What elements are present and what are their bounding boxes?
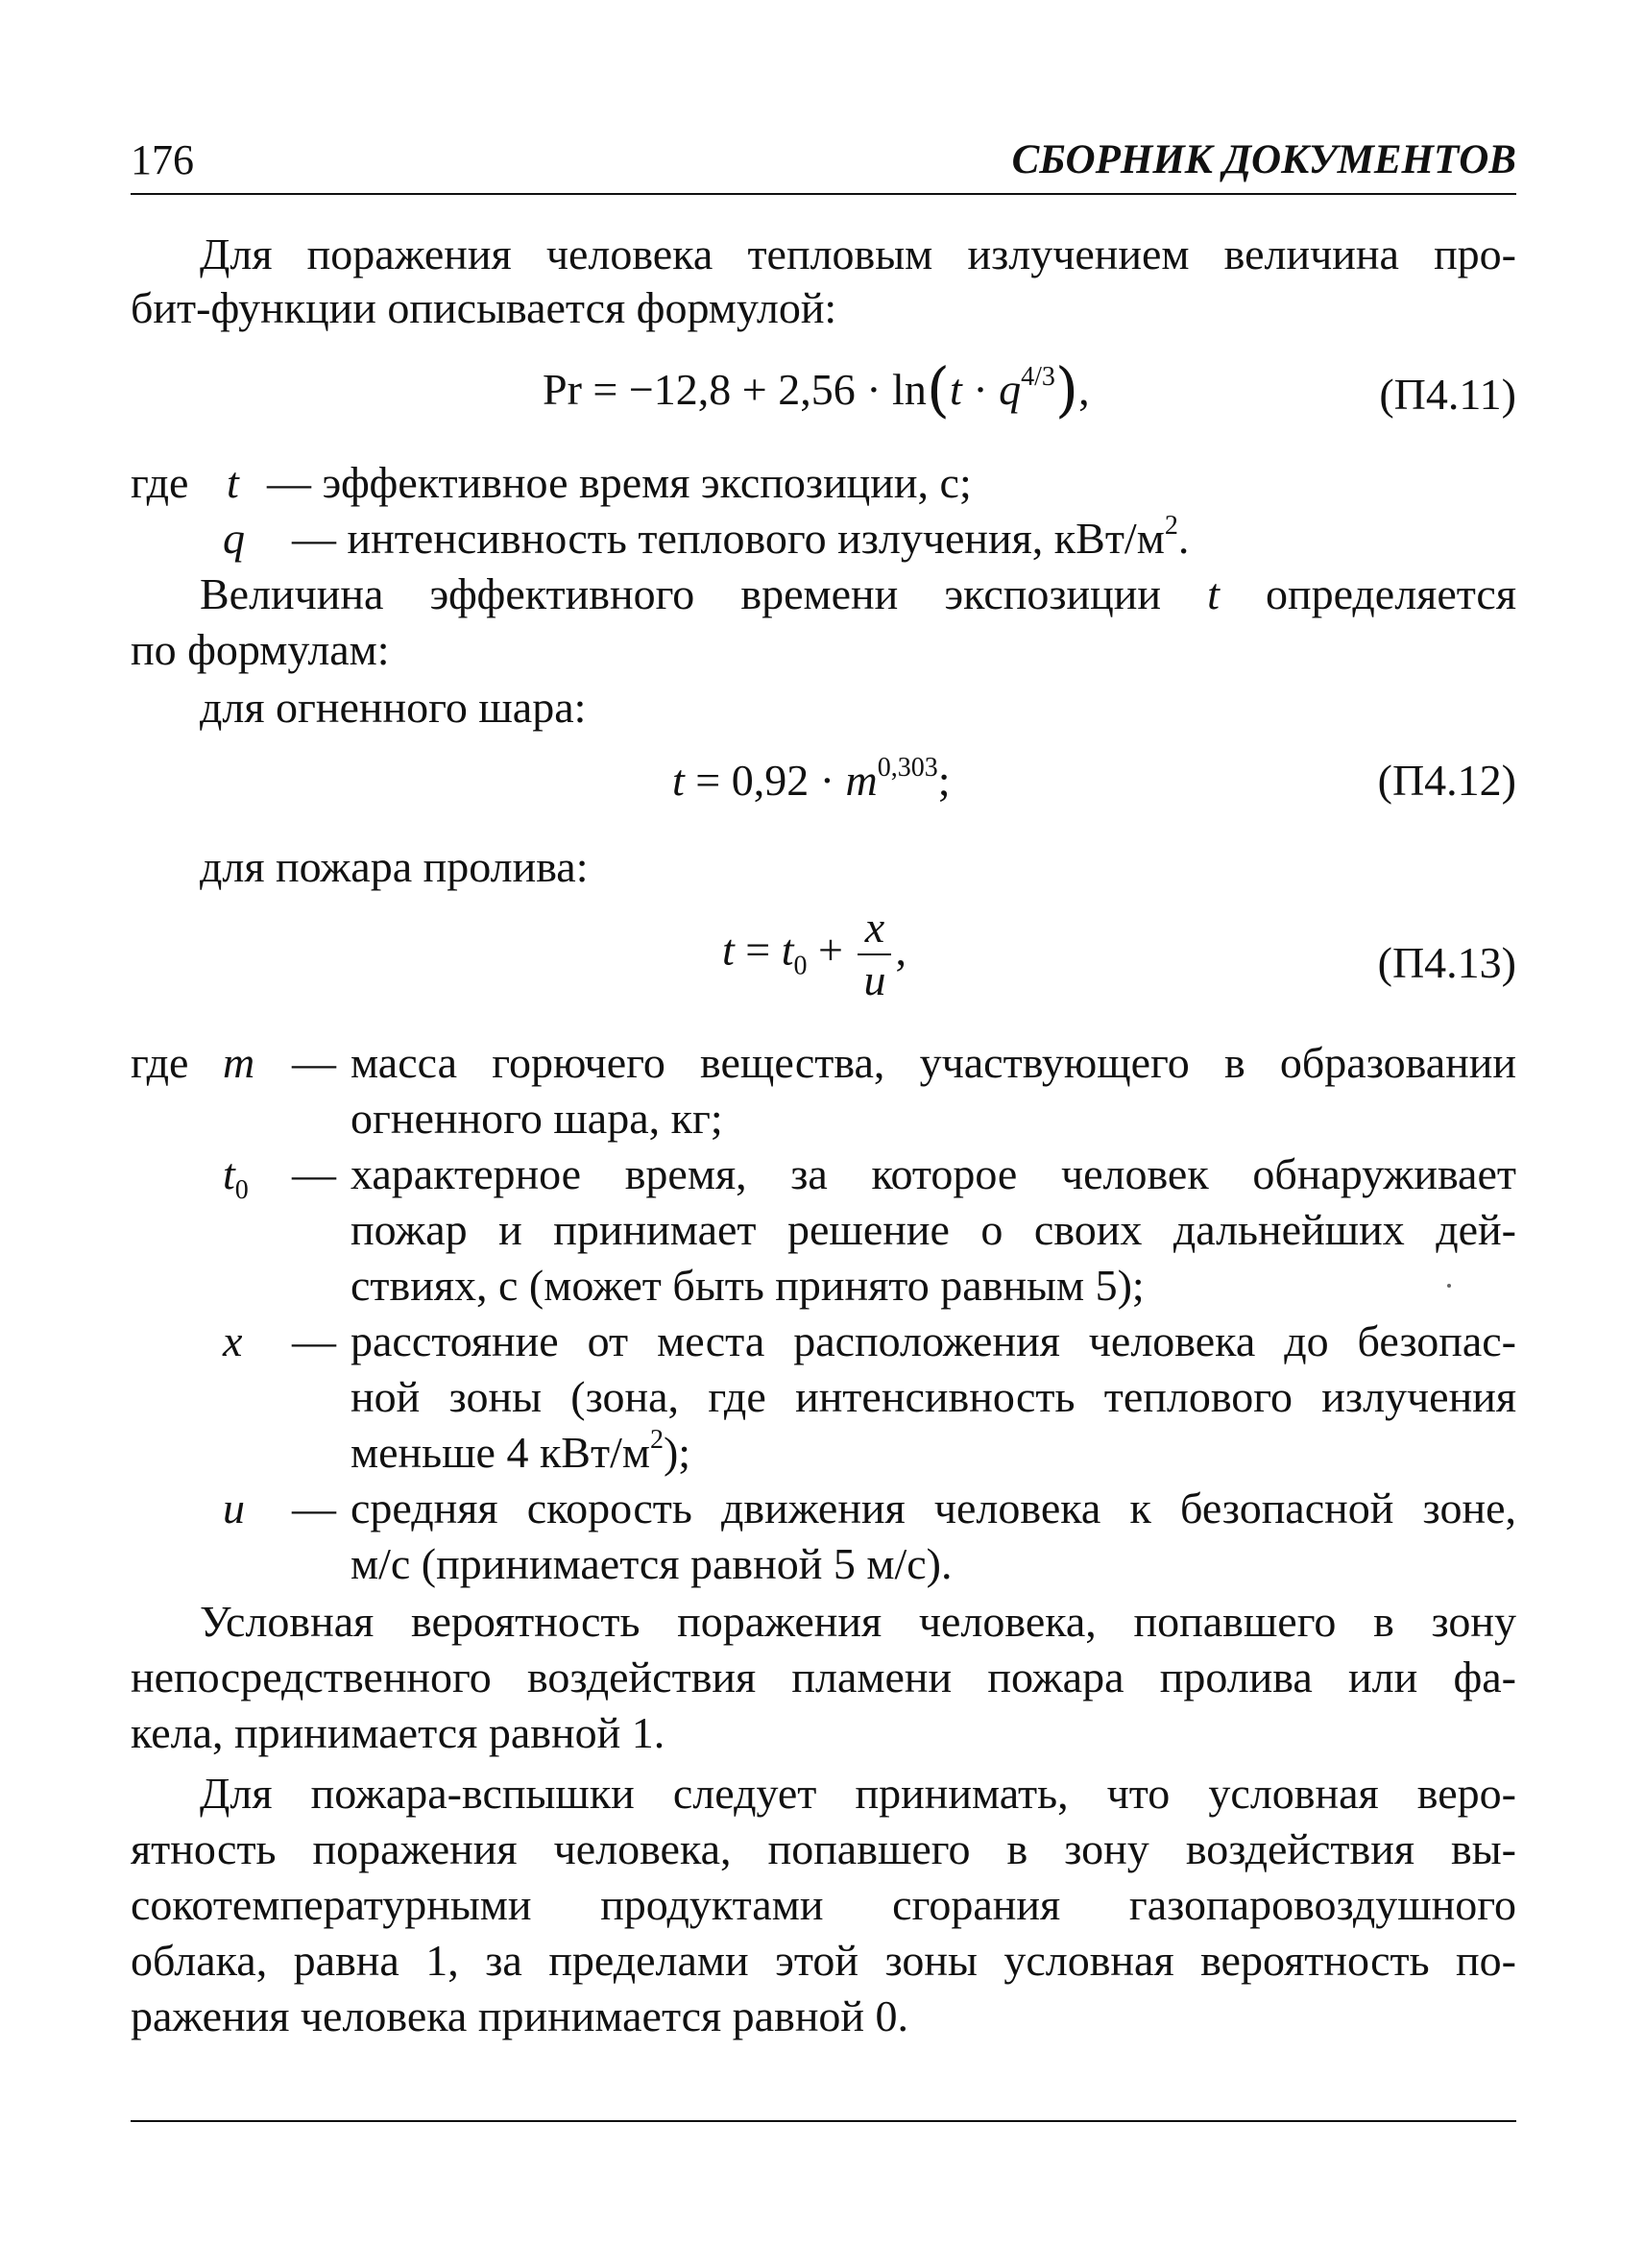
para3-line2: непосредственного воздействия пламени пожара пролива или фа- (131, 1653, 1516, 1701)
denominator: u (863, 954, 886, 1004)
formula-tail: ; (937, 756, 951, 805)
def-m-line1: масса горючего вещества, участвующего в образовании (351, 1038, 1516, 1087)
para4-line5: ражения человека принимается равной 0. (131, 1991, 909, 2040)
def-x-line1: расстояние от места расположения человека до безопас- (351, 1316, 1516, 1365)
dot: · (961, 365, 1000, 414)
running-title: СБОРНИК ДОКУМЕНТОВ (1011, 137, 1516, 182)
def-t0-line2: пожар и принимает решение о своих дальнейших дей- (351, 1205, 1516, 1254)
dash: — (292, 1484, 336, 1532)
definition-text: интенсивность теплового излучения, кВт/м (347, 514, 1165, 563)
para4-line3: сокотемпературными продуктами сгорания газопаровоздушного (131, 1880, 1516, 1929)
def-t0-line1: характерное время, за которое человек обнаруживает (351, 1149, 1516, 1198)
equation-number-p4-12: (П4.12) (1377, 756, 1516, 805)
fireball-label: для огненного шара: (200, 683, 587, 732)
left-paren: ( (926, 354, 951, 424)
def-x-line2: ной зоны (зона, где интенсивность теплового излучения (351, 1372, 1516, 1421)
var-m: m (845, 756, 878, 805)
spill-label: для пожара пролива: (200, 842, 589, 891)
formula-lhs: Pr = −12,8 + 2,56 · ln (543, 365, 927, 414)
equation-number-p4-13: (П4.13) (1377, 938, 1516, 987)
dash: — (292, 1149, 336, 1198)
formula-tail: , (1078, 365, 1090, 414)
var-t: t (223, 1149, 235, 1198)
para4-line2: ятность поражения человека, попавшего в зону воздействия вы- (131, 1824, 1516, 1873)
para3-line1: Условная вероятность поражения человека, попавшего в зону (200, 1597, 1516, 1646)
var-t0: t (781, 925, 794, 975)
subscript: 0 (234, 1175, 249, 1205)
where2-var-m: m (223, 1038, 255, 1087)
def-u-line2: м/с (принимается равной 5 м/с). (351, 1539, 953, 1588)
superscript: 2 (649, 1425, 664, 1455)
plus: + (807, 925, 855, 975)
subscript: 0 (793, 951, 808, 981)
var-t: t (950, 365, 962, 414)
where2-var-u: u (223, 1484, 245, 1532)
fraction (858, 903, 891, 1006)
formula-tail: , (895, 925, 907, 975)
right-paren: ) (1054, 354, 1079, 424)
para1-line1: Для поражения человека тепловым излучением величина про- (200, 229, 1516, 278)
equals: = (734, 925, 782, 975)
equation-number-p4-11: (П4.11) (1379, 370, 1516, 419)
formula-mid: = 0,92 · (684, 756, 846, 805)
where-word: где (131, 458, 189, 507)
def-m-line2: огненного шара, кг; (351, 1094, 723, 1143)
para3-line3: кела, принимается равной 1. (131, 1708, 665, 1757)
dash: — (292, 1038, 336, 1087)
where2-var-t0 (223, 1149, 249, 1205)
where1-var-t: t (227, 458, 239, 507)
header-rule (131, 193, 1516, 195)
formula-p4-13 (722, 903, 907, 1006)
para4-line4: облака, равна 1, за пределами этой зоны условная вероятность по- (131, 1936, 1516, 1985)
where-word: где (131, 1038, 189, 1087)
formula-p4-11 (543, 354, 1090, 424)
para2-line1 (200, 569, 1516, 618)
numerator: x (858, 903, 891, 955)
dash: — (267, 458, 311, 507)
superscript: 2 (1164, 511, 1178, 541)
text: ); (663, 1428, 691, 1477)
where1-var-q: q (223, 514, 245, 563)
formula-p4-12 (672, 753, 951, 805)
var-t: t (672, 756, 685, 805)
where2-var-x: x (223, 1316, 243, 1365)
para2-line2: по формулам: (131, 625, 390, 674)
para1-line2: бит-функции описывается формулой: (131, 283, 837, 332)
def-x-line3 (351, 1425, 691, 1477)
tail: . (1177, 514, 1190, 563)
var-t: t (1207, 569, 1220, 618)
var-q: q (999, 365, 1022, 414)
dash: — (292, 1316, 336, 1365)
para4-line1: Для пожара-вспышки следует принимать, что условная веро- (200, 1769, 1516, 1818)
where1-item-q (292, 511, 1190, 563)
def-t0-line3: ствиях, с (может быть принято равным 5); (351, 1261, 1145, 1310)
text: меньше 4 кВт/м (351, 1428, 650, 1477)
def-u-line1: средняя скорость движения человека к безопасной зоне, (351, 1484, 1516, 1532)
exponent: 0,303 (877, 753, 938, 783)
dash: — (292, 514, 336, 563)
var-t: t (722, 925, 735, 975)
speck (1447, 1284, 1451, 1288)
page-number: 176 (131, 136, 194, 183)
footer-rule (131, 2120, 1516, 2122)
where1-item-t (267, 458, 972, 507)
text: Величина эффективного времени экспозиции (200, 569, 1208, 618)
text: определяется (1219, 569, 1516, 618)
definition-text: эффективное время экспозиции, с; (322, 458, 972, 507)
exponent: 4/3 (1021, 362, 1055, 392)
